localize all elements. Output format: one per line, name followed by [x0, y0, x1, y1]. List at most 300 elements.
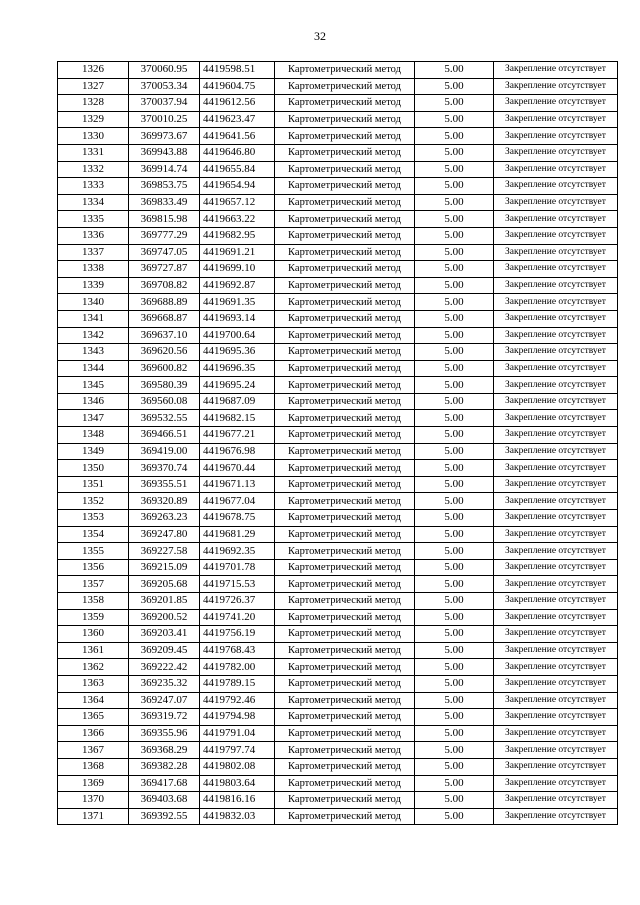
table-row: [58, 144, 618, 161]
table-row: [58, 775, 618, 792]
accuracy-cell: 5.00: [415, 692, 494, 709]
point-number-cell: 1364: [58, 692, 129, 709]
point-number-cell: 1331: [58, 144, 129, 161]
y-coordinate-cell: 4419691.35: [200, 294, 275, 311]
y-coordinate-cell: 4419803.64: [200, 775, 275, 792]
table-row: [58, 111, 618, 128]
method-cell: Картометрический метод: [275, 360, 415, 377]
y-coordinate-cell: 4419681.29: [200, 526, 275, 543]
y-coordinate-cell: 4419691.21: [200, 244, 275, 261]
fixing-note-cell: Закрепление отсутствует: [494, 310, 618, 327]
point-number-cell: 1332: [58, 161, 129, 178]
x-coordinate-cell: 369419.00: [129, 443, 200, 460]
fixing-note-cell: Закрепление отсутствует: [494, 642, 618, 659]
y-coordinate-cell: 4419687.09: [200, 393, 275, 410]
fixing-note-cell: Закрепление отсутствует: [494, 194, 618, 211]
fixing-note-cell: Закрепление отсутствует: [494, 360, 618, 377]
point-number-cell: 1338: [58, 261, 129, 278]
point-number-cell: 1369: [58, 775, 129, 792]
fixing-note-cell: Закрепление отсутствует: [494, 95, 618, 112]
table-row: [58, 244, 618, 261]
fixing-note-cell: Закрепление отсутствует: [494, 659, 618, 676]
accuracy-cell: 5.00: [415, 543, 494, 560]
accuracy-cell: 5.00: [415, 460, 494, 477]
x-coordinate-cell: 369403.68: [129, 792, 200, 809]
x-coordinate-cell: 369688.89: [129, 294, 200, 311]
method-cell: Картометрический метод: [275, 460, 415, 477]
fixing-note-cell: Закрепление отсутствует: [494, 327, 618, 344]
x-coordinate-cell: 369368.29: [129, 742, 200, 759]
accuracy-cell: 5.00: [415, 327, 494, 344]
point-number-cell: 1341: [58, 310, 129, 327]
x-coordinate-cell: 369637.10: [129, 327, 200, 344]
method-cell: Картометрический метод: [275, 393, 415, 410]
x-coordinate-cell: 369914.74: [129, 161, 200, 178]
point-number-cell: 1358: [58, 593, 129, 610]
x-coordinate-cell: 369247.80: [129, 526, 200, 543]
y-coordinate-cell: 4419654.94: [200, 178, 275, 195]
method-cell: Картометрический метод: [275, 526, 415, 543]
accuracy-cell: 5.00: [415, 128, 494, 145]
accuracy-cell: 5.00: [415, 261, 494, 278]
x-coordinate-cell: 369370.74: [129, 460, 200, 477]
accuracy-cell: 5.00: [415, 427, 494, 444]
fixing-note-cell: Закрепление отсутствует: [494, 526, 618, 543]
x-coordinate-cell: 369263.23: [129, 510, 200, 527]
point-number-cell: 1370: [58, 792, 129, 809]
table-row: [58, 675, 618, 692]
y-coordinate-cell: 4419832.03: [200, 808, 275, 825]
method-cell: Картометрический метод: [275, 244, 415, 261]
fixing-note-cell: Закрепление отсутствует: [494, 178, 618, 195]
x-coordinate-cell: 369668.87: [129, 310, 200, 327]
x-coordinate-cell: 369355.51: [129, 476, 200, 493]
y-coordinate-cell: 4419792.46: [200, 692, 275, 709]
method-cell: Картометрический метод: [275, 344, 415, 361]
y-coordinate-cell: 4419677.21: [200, 427, 275, 444]
method-cell: Картометрический метод: [275, 775, 415, 792]
y-coordinate-cell: 4419699.10: [200, 261, 275, 278]
method-cell: Картометрический метод: [275, 559, 415, 576]
accuracy-cell: 5.00: [415, 476, 494, 493]
x-coordinate-cell: 369319.72: [129, 709, 200, 726]
x-coordinate-cell: 369580.39: [129, 377, 200, 394]
x-coordinate-cell: 369417.68: [129, 775, 200, 792]
method-cell: Картометрический метод: [275, 758, 415, 775]
y-coordinate-cell: 4419612.56: [200, 95, 275, 112]
point-number-cell: 1342: [58, 327, 129, 344]
x-coordinate-cell: 369247.07: [129, 692, 200, 709]
method-cell: Картометрический метод: [275, 725, 415, 742]
point-number-cell: 1351: [58, 476, 129, 493]
coordinates-table: [57, 61, 618, 825]
point-number-cell: 1361: [58, 642, 129, 659]
accuracy-cell: 5.00: [415, 675, 494, 692]
y-coordinate-cell: 4419756.19: [200, 626, 275, 643]
x-coordinate-cell: 370053.34: [129, 78, 200, 95]
method-cell: Картометрический метод: [275, 543, 415, 560]
point-number-cell: 1330: [58, 128, 129, 145]
fixing-note-cell: Закрепление отсутствует: [494, 792, 618, 809]
table-row: [58, 161, 618, 178]
accuracy-cell: 5.00: [415, 493, 494, 510]
point-number-cell: 1343: [58, 344, 129, 361]
method-cell: Картометрический метод: [275, 178, 415, 195]
table-row: [58, 642, 618, 659]
point-number-cell: 1371: [58, 808, 129, 825]
method-cell: Картометрический метод: [275, 476, 415, 493]
accuracy-cell: 5.00: [415, 178, 494, 195]
method-cell: Картометрический метод: [275, 277, 415, 294]
y-coordinate-cell: 4419670.44: [200, 460, 275, 477]
x-coordinate-cell: 369943.88: [129, 144, 200, 161]
y-coordinate-cell: 4419663.22: [200, 211, 275, 228]
fixing-note-cell: Закрепление отсутствует: [494, 758, 618, 775]
point-number-cell: 1367: [58, 742, 129, 759]
x-coordinate-cell: 369215.09: [129, 559, 200, 576]
accuracy-cell: 5.00: [415, 377, 494, 394]
fixing-note-cell: Закрепление отсутствует: [494, 775, 618, 792]
accuracy-cell: 5.00: [415, 792, 494, 809]
table-row: [58, 742, 618, 759]
table-row: [58, 427, 618, 444]
y-coordinate-cell: 4419646.80: [200, 144, 275, 161]
accuracy-cell: 5.00: [415, 111, 494, 128]
accuracy-cell: 5.00: [415, 95, 494, 112]
accuracy-cell: 5.00: [415, 294, 494, 311]
x-coordinate-cell: 369620.56: [129, 344, 200, 361]
method-cell: Картометрический метод: [275, 443, 415, 460]
y-coordinate-cell: 4419797.74: [200, 742, 275, 759]
fixing-note-cell: Закрепление отсутствует: [494, 111, 618, 128]
method-cell: Картометрический метод: [275, 111, 415, 128]
fixing-note-cell: Закрепление отсутствует: [494, 427, 618, 444]
table-row: [58, 410, 618, 427]
fixing-note-cell: Закрепление отсутствует: [494, 78, 618, 95]
x-coordinate-cell: 369227.58: [129, 543, 200, 560]
fixing-note-cell: Закрепление отсутствует: [494, 593, 618, 610]
fixing-note-cell: Закрепление отсутствует: [494, 725, 618, 742]
table-row: [58, 178, 618, 195]
table-row: [58, 78, 618, 95]
point-number-cell: 1346: [58, 393, 129, 410]
accuracy-cell: 5.00: [415, 144, 494, 161]
x-coordinate-cell: 370010.25: [129, 111, 200, 128]
point-number-cell: 1337: [58, 244, 129, 261]
method-cell: Картометрический метод: [275, 659, 415, 676]
table-row: [58, 659, 618, 676]
method-cell: Картометрический метод: [275, 410, 415, 427]
table-row: [58, 808, 618, 825]
accuracy-cell: 5.00: [415, 526, 494, 543]
method-cell: Картометрический метод: [275, 609, 415, 626]
fixing-note-cell: Закрепление отсутствует: [494, 626, 618, 643]
y-coordinate-cell: 4419676.98: [200, 443, 275, 460]
point-number-cell: 1352: [58, 493, 129, 510]
point-number-cell: 1349: [58, 443, 129, 460]
accuracy-cell: 5.00: [415, 161, 494, 178]
table-row: [58, 377, 618, 394]
point-number-cell: 1350: [58, 460, 129, 477]
table-row: [58, 393, 618, 410]
table-row: [58, 310, 618, 327]
table-row: [58, 194, 618, 211]
point-number-cell: 1334: [58, 194, 129, 211]
method-cell: Картометрический метод: [275, 194, 415, 211]
point-number-cell: 1357: [58, 576, 129, 593]
point-number-cell: 1344: [58, 360, 129, 377]
accuracy-cell: 5.00: [415, 360, 494, 377]
y-coordinate-cell: 4419598.51: [200, 62, 275, 79]
point-number-cell: 1340: [58, 294, 129, 311]
fixing-note-cell: Закрепление отсутствует: [494, 460, 618, 477]
y-coordinate-cell: 4419692.35: [200, 543, 275, 560]
x-coordinate-cell: 369382.28: [129, 758, 200, 775]
point-number-cell: 1327: [58, 78, 129, 95]
accuracy-cell: 5.00: [415, 609, 494, 626]
point-number-cell: 1362: [58, 659, 129, 676]
point-number-cell: 1333: [58, 178, 129, 195]
x-coordinate-cell: 369355.96: [129, 725, 200, 742]
table-row: [58, 344, 618, 361]
fixing-note-cell: Закрепление отсутствует: [494, 493, 618, 510]
method-cell: Картометрический метод: [275, 427, 415, 444]
fixing-note-cell: Закрепление отсутствует: [494, 144, 618, 161]
method-cell: Картометрический метод: [275, 576, 415, 593]
fixing-note-cell: Закрепление отсутствует: [494, 808, 618, 825]
table-row: [58, 360, 618, 377]
fixing-note-cell: Закрепление отсутствует: [494, 244, 618, 261]
accuracy-cell: 5.00: [415, 227, 494, 244]
x-coordinate-cell: 369222.42: [129, 659, 200, 676]
accuracy-cell: 5.00: [415, 758, 494, 775]
accuracy-cell: 5.00: [415, 211, 494, 228]
x-coordinate-cell: 369320.89: [129, 493, 200, 510]
y-coordinate-cell: 4419715.53: [200, 576, 275, 593]
method-cell: Картометрический метод: [275, 128, 415, 145]
x-coordinate-cell: 369600.82: [129, 360, 200, 377]
y-coordinate-cell: 4419789.15: [200, 675, 275, 692]
y-coordinate-cell: 4419726.37: [200, 593, 275, 610]
method-cell: Картометрический метод: [275, 310, 415, 327]
method-cell: Картометрический метод: [275, 377, 415, 394]
y-coordinate-cell: 4419682.95: [200, 227, 275, 244]
y-coordinate-cell: 4419678.75: [200, 510, 275, 527]
y-coordinate-cell: 4419802.08: [200, 758, 275, 775]
table-row: [58, 593, 618, 610]
point-number-cell: 1365: [58, 709, 129, 726]
x-coordinate-cell: 370037.94: [129, 95, 200, 112]
table-row: [58, 476, 618, 493]
x-coordinate-cell: 369532.55: [129, 410, 200, 427]
table-row: [58, 692, 618, 709]
fixing-note-cell: Закрепление отсутствует: [494, 609, 618, 626]
y-coordinate-cell: 4419695.36: [200, 344, 275, 361]
x-coordinate-cell: 369235.32: [129, 675, 200, 692]
y-coordinate-cell: 4419671.13: [200, 476, 275, 493]
x-coordinate-cell: 369777.29: [129, 227, 200, 244]
x-coordinate-cell: 369815.98: [129, 211, 200, 228]
point-number-cell: 1347: [58, 410, 129, 427]
accuracy-cell: 5.00: [415, 709, 494, 726]
y-coordinate-cell: 4419696.35: [200, 360, 275, 377]
table-row: [58, 758, 618, 775]
method-cell: Картометрический метод: [275, 62, 415, 79]
table-row: [58, 493, 618, 510]
accuracy-cell: 5.00: [415, 393, 494, 410]
method-cell: Картометрический метод: [275, 642, 415, 659]
y-coordinate-cell: 4419657.12: [200, 194, 275, 211]
fixing-note-cell: Закрепление отсутствует: [494, 128, 618, 145]
y-coordinate-cell: 4419604.75: [200, 78, 275, 95]
accuracy-cell: 5.00: [415, 808, 494, 825]
fixing-note-cell: Закрепление отсутствует: [494, 576, 618, 593]
fixing-note-cell: Закрепление отсутствует: [494, 62, 618, 79]
point-number-cell: 1336: [58, 227, 129, 244]
table-row: [58, 725, 618, 742]
accuracy-cell: 5.00: [415, 277, 494, 294]
method-cell: Картометрический метод: [275, 95, 415, 112]
method-cell: Картометрический метод: [275, 792, 415, 809]
method-cell: Картометрический метод: [275, 211, 415, 228]
y-coordinate-cell: 4419682.15: [200, 410, 275, 427]
table-row: [58, 327, 618, 344]
fixing-note-cell: Закрепление отсутствует: [494, 709, 618, 726]
point-number-cell: 1355: [58, 543, 129, 560]
table-row: [58, 62, 618, 79]
point-number-cell: 1335: [58, 211, 129, 228]
point-number-cell: 1368: [58, 758, 129, 775]
accuracy-cell: 5.00: [415, 443, 494, 460]
point-number-cell: 1328: [58, 95, 129, 112]
x-coordinate-cell: 369466.51: [129, 427, 200, 444]
method-cell: Картометрический метод: [275, 808, 415, 825]
table-row: [58, 211, 618, 228]
x-coordinate-cell: 369853.75: [129, 178, 200, 195]
x-coordinate-cell: 369200.52: [129, 609, 200, 626]
method-cell: Картометрический метод: [275, 742, 415, 759]
table-row: [58, 626, 618, 643]
x-coordinate-cell: 369727.87: [129, 261, 200, 278]
x-coordinate-cell: 369203.41: [129, 626, 200, 643]
fixing-note-cell: Закрепление отсутствует: [494, 443, 618, 460]
table-row: [58, 526, 618, 543]
accuracy-cell: 5.00: [415, 642, 494, 659]
table-row: [58, 443, 618, 460]
x-coordinate-cell: 369205.68: [129, 576, 200, 593]
fixing-note-cell: Закрепление отсутствует: [494, 675, 618, 692]
y-coordinate-cell: 4419655.84: [200, 161, 275, 178]
x-coordinate-cell: 369201.85: [129, 593, 200, 610]
point-number-cell: 1326: [58, 62, 129, 79]
page-number: 32: [314, 29, 326, 43]
point-number-cell: 1360: [58, 626, 129, 643]
table-row: [58, 792, 618, 809]
x-coordinate-cell: 369209.45: [129, 642, 200, 659]
method-cell: Картометрический метод: [275, 261, 415, 278]
method-cell: Картометрический метод: [275, 692, 415, 709]
table-row: [58, 543, 618, 560]
table-row: [58, 609, 618, 626]
method-cell: Картометрический метод: [275, 78, 415, 95]
fixing-note-cell: Закрепление отсутствует: [494, 559, 618, 576]
table-row: [58, 576, 618, 593]
fixing-note-cell: Закрепление отсутствует: [494, 393, 618, 410]
method-cell: Картометрический метод: [275, 161, 415, 178]
table-row: [58, 277, 618, 294]
fixing-note-cell: Закрепление отсутствует: [494, 692, 618, 709]
accuracy-cell: 5.00: [415, 725, 494, 742]
accuracy-cell: 5.00: [415, 593, 494, 610]
fixing-note-cell: Закрепление отсутствует: [494, 227, 618, 244]
accuracy-cell: 5.00: [415, 62, 494, 79]
y-coordinate-cell: 4419692.87: [200, 277, 275, 294]
y-coordinate-cell: 4419768.43: [200, 642, 275, 659]
fixing-note-cell: Закрепление отсутствует: [494, 277, 618, 294]
accuracy-cell: 5.00: [415, 775, 494, 792]
x-coordinate-cell: 369973.67: [129, 128, 200, 145]
accuracy-cell: 5.00: [415, 576, 494, 593]
fixing-note-cell: Закрепление отсутствует: [494, 410, 618, 427]
y-coordinate-cell: 4419693.14: [200, 310, 275, 327]
point-number-cell: 1363: [58, 675, 129, 692]
table-row: [58, 709, 618, 726]
accuracy-cell: 5.00: [415, 344, 494, 361]
table-row: [58, 460, 618, 477]
y-coordinate-cell: 4419816.16: [200, 792, 275, 809]
point-number-cell: 1359: [58, 609, 129, 626]
fixing-note-cell: Закрепление отсутствует: [494, 211, 618, 228]
table-row: [58, 294, 618, 311]
y-coordinate-cell: 4419782.00: [200, 659, 275, 676]
table-row: [58, 510, 618, 527]
accuracy-cell: 5.00: [415, 410, 494, 427]
table-row: [58, 559, 618, 576]
accuracy-cell: 5.00: [415, 310, 494, 327]
point-number-cell: 1329: [58, 111, 129, 128]
table-row: [58, 95, 618, 112]
x-coordinate-cell: 369560.08: [129, 393, 200, 410]
point-number-cell: 1339: [58, 277, 129, 294]
x-coordinate-cell: 369833.49: [129, 194, 200, 211]
fixing-note-cell: Закрепление отсутствует: [494, 510, 618, 527]
coordinates-table-body: [58, 62, 618, 825]
y-coordinate-cell: 4419741.20: [200, 609, 275, 626]
method-cell: Картометрический метод: [275, 626, 415, 643]
point-number-cell: 1353: [58, 510, 129, 527]
table-row: [58, 227, 618, 244]
y-coordinate-cell: 4419677.04: [200, 493, 275, 510]
accuracy-cell: 5.00: [415, 659, 494, 676]
point-number-cell: 1354: [58, 526, 129, 543]
y-coordinate-cell: 4419695.24: [200, 377, 275, 394]
fixing-note-cell: Закрепление отсутствует: [494, 161, 618, 178]
point-number-cell: 1366: [58, 725, 129, 742]
y-coordinate-cell: 4419794.98: [200, 709, 275, 726]
table-row: [58, 128, 618, 145]
point-number-cell: 1348: [58, 427, 129, 444]
method-cell: Картометрический метод: [275, 675, 415, 692]
fixing-note-cell: Закрепление отсутствует: [494, 261, 618, 278]
x-coordinate-cell: 370060.95: [129, 62, 200, 79]
accuracy-cell: 5.00: [415, 244, 494, 261]
fixing-note-cell: Закрепление отсутствует: [494, 294, 618, 311]
method-cell: Картометрический метод: [275, 294, 415, 311]
method-cell: Картометрический метод: [275, 593, 415, 610]
accuracy-cell: 5.00: [415, 510, 494, 527]
method-cell: Картометрический метод: [275, 144, 415, 161]
fixing-note-cell: Закрепление отсутствует: [494, 377, 618, 394]
